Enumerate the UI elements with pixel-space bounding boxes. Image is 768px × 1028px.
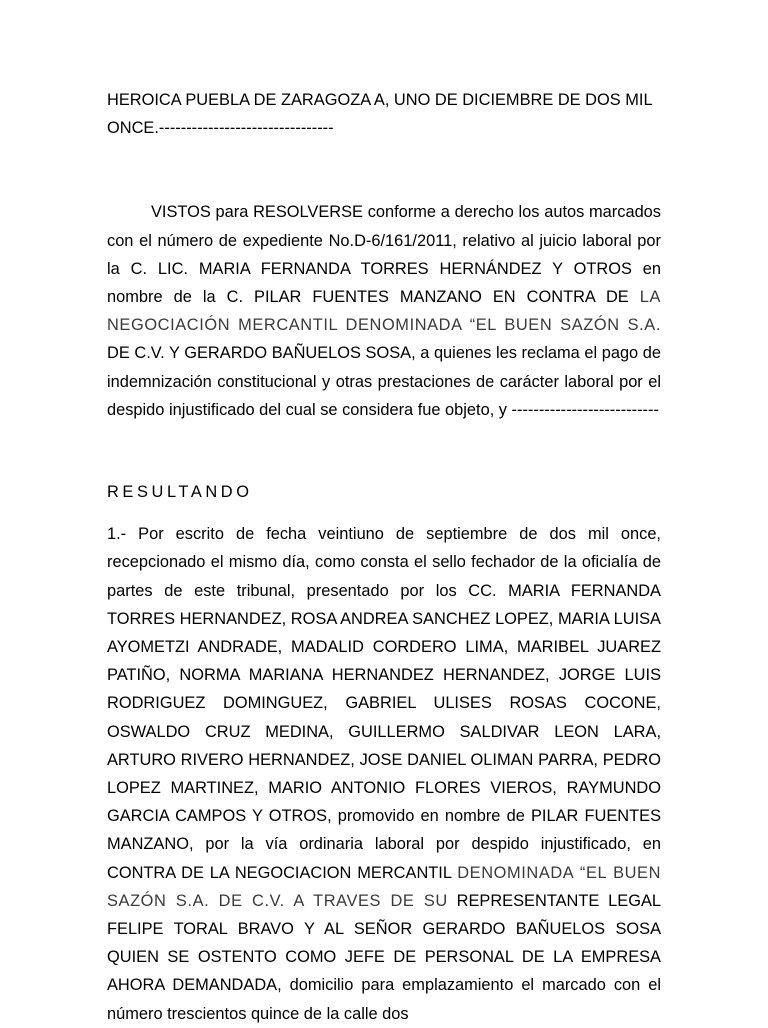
date-header-line-1: HEROICA PUEBLA DE ZARAGOZA A, UNO DE DICIEMBRE DE DOS MIL [107,91,653,109]
vistos-text-1: VISTOS para RESOLVERSE conforme a derecho los autos marcados con el número de expediente No.D-6/161/2011, relativo al juicio laboral por la C. LIC. MARIA FERNANDA TORRES HERNÁNDEZ Y OTROS en nombre de la C. PILAR FUENTES MANZANO EN CONTRA DE [107,203,661,307]
spacer [107,506,661,520]
vistos-text-2: DE C.V. Y GERARDO BAÑUELOS SOSA, a quienes les reclama el pago de indemnización constitucional y otras prestaciones de carácter laboral por el despido injustificado del cual se considera fue objeto, y --------------------------- [107,344,661,419]
vistos-paragraph [107,198,661,424]
item1-text-1: 1.- Por escrito de fecha veintiuno de septiembre de dos mil once, recepcionado el mismo día, como consta el sello fechador de la oficialía de partes de este tribunal, presentado por los CC. MARIA FERNANDA TORRES HERNANDEZ, ROSA ANDREA SANCHEZ LOPEZ, MARIA LUISA AYOMETZI ANDRADE, MADALID CORDERO LIMA, MARIBEL JUAREZ PATIÑO, NORMA MARIANA HERNANDEZ HERNANDEZ, JORGE LUIS RODRIGUEZ DOMINGUEZ, GABRIEL ULISES ROSAS COCONE, OSWALDO CRUZ MEDINA, GUILLERMO SALDIVAR LEON LARA, ARTURO RIVERO HERNANDEZ, JOSE DANIEL OLIMAN PARRA, PEDRO LOPEZ MARTINEZ, MARIO ANTONIO FLORES VIEROS, RAYMUNDO GARCIA CAMPOS Y OTROS, promovido en nombre de PILAR FUENTES MANZANO, por la vía ordinaria laboral por despido injustificado, en CONTRA DE LA NEGOCIACION MERCANTIL [107,525,661,882]
item1-text-light: DENOMINADA “EL BUEN SAZÓN S.A. DE C.V. A TRAVES DE SU [107,863,662,910]
date-header-line-2: ONCE.-------------------------------- [107,119,334,138]
resultando-item-1 [107,520,661,1028]
spacer [107,142,661,198]
document-page [107,86,661,1028]
item1-text-2: REPRESENTANTE LEGAL FELIPE TORAL BRAVO Y AL SEÑOR GERARDO BAÑUELOS SOSA QUIEN SE OSTENTO COMO JEFE DE PERSONAL DE LA EMPRESA AHORA DEMANDADA, domicilio para emplazamiento el marcado con el número trescientos quince de la calle dos [107,891,661,1023]
vistos-text-light: LA NEGOCIACIÓN MERCANTIL DENOMINADA “EL BUEN SAZÓN S.A. [107,288,661,335]
spacer [107,424,661,478]
resultando-heading: RESULTANDO [107,483,253,502]
